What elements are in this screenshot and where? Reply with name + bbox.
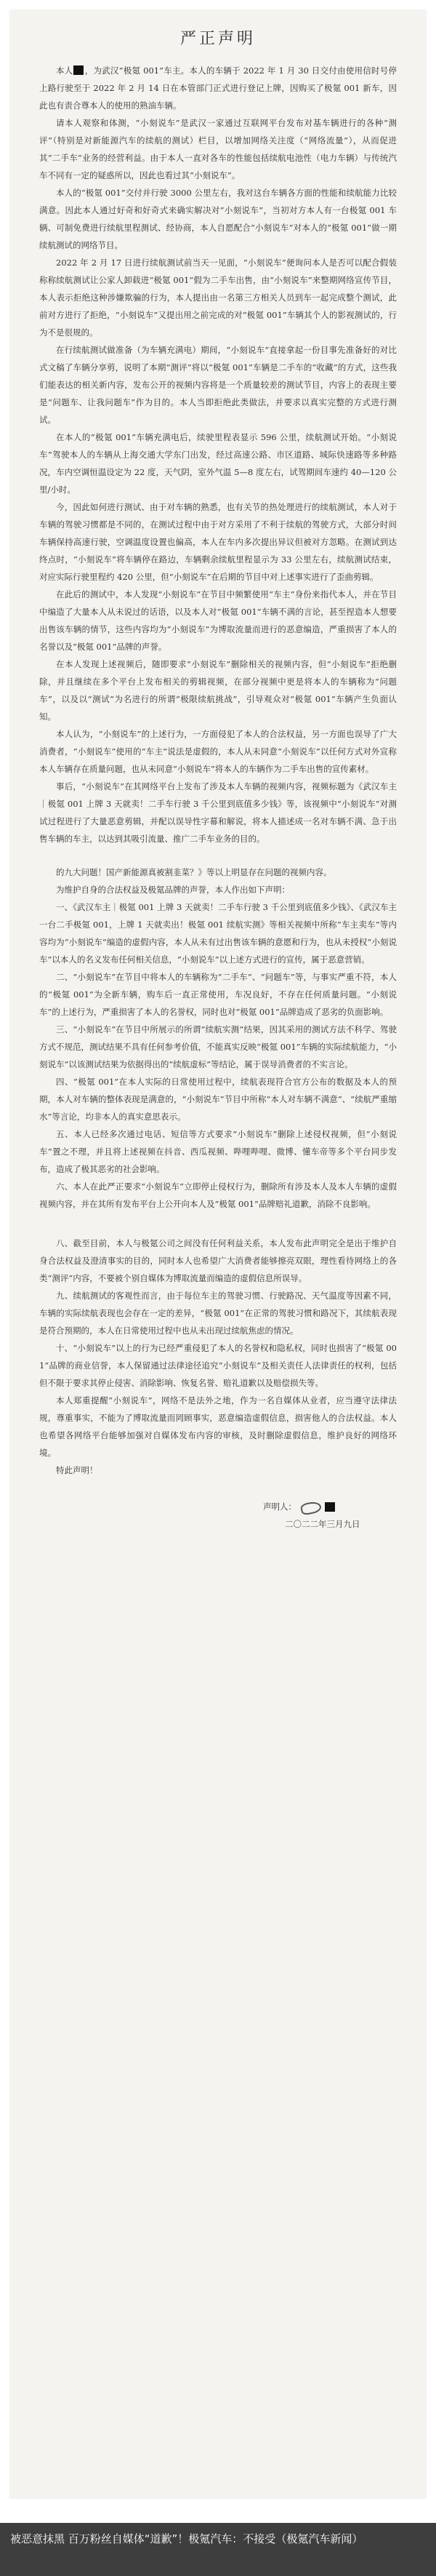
- news-caption: 被恶意抹黑 百万粉丝自媒体“道歉”！极氪汽车：不接受（极氪汽车新闻）: [0, 2523, 436, 2576]
- paragraph-text: 本人的“极氪 001”交付并行驶 3000 公里左右，我对这台车辆各方面的性能和续航能力比较满意。因此本人通过好奇和好奇式来确实解决对“小刻说车”，当初对方本人有一台极氪 001 车辆、可制免费进行续航里程测试、经协商，本人自愿配合“小刻说车”对本人的“极氪 001”做一期续航测试的网络节目。: [39, 188, 397, 250]
- paragraph-text: 2022 年 2 月 17 日进行续航测试前当天一见面，“小刻说车”便询问本人是否可以配合假装称称续航测试让公家人卸载进“极氪 001”假为二手车出售，由“小刻说车”来整期网络宣传节目，本人表示拒绝这种涉嫌欺骗的行为，本人提出由一名第三方相关人员到车一起完成整个测试，此前对方进行了拒绝，“小刻说车”又提出用之前完成的对“极氪 001”车辆其个人的影视测试的，行为不是很规的。: [39, 258, 397, 338]
- statement-paragraph: [39, 1392, 397, 1462]
- statement-paragraph: [39, 341, 397, 428]
- statement-paragraph: [39, 184, 397, 254]
- paragraph-text: 八、截至目前，本人与极氪公司之间没有任何利益关系，本人发布此声明完全是出于维护自身合法权益及澄清事实的目的，同时本人也希望广大消费者能够擦亮双眼，理性看待网络上的各类“测评”内容，不要被个别自媒体为博取流量而编造的虚假信息所误导。: [39, 1238, 397, 1283]
- paragraph-text: 在此后的测试中，本人发现“小刻说车”在节目中频繁使用“车主”身份来指代本人，并在节目中编造了大量本人从未说过的话语，以及本人对“极氪 001”车辆不满的言论，甚至捏造本人想要出售该车辆的情节，这些内容均为“小刻说车”为博取流量而进行的恶意编造，严重损害了本人的名誉以及“极氪 001”品牌的声誉。: [39, 589, 397, 652]
- statement-paragraph: [39, 62, 397, 114]
- paragraph-text: 事后，“小刻说车”在其网络平台上发布了涉及本人车辆的视频内容，视频标题为《武汉车主｜极氪 001 上牌 3 天就卖！二手车行驶 3 千公里到底值多少钱》等，该视频中“小刻说车”对测试过程进行了大量恶意剪辑，并配以误导性字幕和解说，将本人描述成一名对车辆不满、急于出售车辆的车主，以达到其吸引流量、推广二手车业务的目的。: [39, 781, 397, 844]
- statement-paragraph: [39, 114, 397, 184]
- paragraph-text: 十、“小刻说车”以上的行为已经严重侵犯了本人的名誉权和隐私权，同时也损害了“极氪 001”品牌的商业信誉，本人保留通过法律途径追究“小刻说车”及相关责任人法律责任的权利，包括但不限于要求其停止侵害、消除影响、恢复名誉、赔礼道歉以及赔偿损失等。: [39, 1343, 397, 1388]
- statement-document: [10, 10, 426, 2498]
- redaction-block: [325, 1502, 335, 1512]
- statement-section-conclusion: [39, 1235, 397, 1479]
- paragraph-text: ，为武汉“极氪 001”车主。本人的车辆于 2022 年 1 月 30 日交付由使用信时号停上路行驶至于 2022 年 2 月 14 日在本管部门正式进行登记上牌，因购买了极氪 001 新车，因此也有责合尊本人的使用的熟油车辆。: [39, 65, 397, 111]
- paragraph-text: 特此声明！: [56, 1465, 98, 1475]
- paragraph-text: 在本人的“极氪 001”车辆充满电后，续驶里程表显示 596 公里，续航测试开始。“小刻说车”驾驶本人的车辆从上海交通大学东门出发，经过高速公路、市区道路、城际快速路等多种路况，车内空调恒温设定为 22 度，天气阴，室外气温 5—8 度左右，试驾期间车速约 40—120 公里/小时。: [39, 432, 397, 495]
- statement-paragraph: [39, 586, 397, 655]
- paragraph-text: 九、续航测试的客观性而言，由于每位车主的驾驶习惯、行驶路况、天气温度等因素不同，车辆的实际续航表现也会存在一定的差异，“极氪 001”在正常的驾驶习惯和路况下，其续航表现是符合预期的，本人在日常使用过程中也从未出现过续航焦虑的情况。: [39, 1291, 397, 1336]
- signature-line: [263, 1498, 397, 1515]
- statement-paragraph: [39, 1021, 397, 1073]
- statement-paragraph: [39, 428, 397, 498]
- signature-date: 二〇二二年三月九日: [285, 1519, 360, 1529]
- paragraph-text: 请本人观察和体测，“小刻说车”是武汉一家通过互联网平台发布对基车辆进行的各种“测评”（特别是对新能源汽车的续航的测试）栏目，以增加网络关注度（“网络流量”），从而促进其“二手车”业务的经营利益。由于本人一直对各车的性能包括续航电池性（电力车辆）与传统汽车不同有一定的疑惑所以，因此也看过其“小刻说车”。: [39, 118, 397, 180]
- redaction-block: [73, 65, 84, 75]
- signature-block: [39, 1498, 397, 1533]
- paragraph-text: 在本人发现上述视频后，随即要求“小刻说车”删除相关的视频内容，但“小刻说车”拒绝删除，并且继续在多个平台上发布相关的剪辑视频，在部分视频中更是将本人的车辆称为“问题车”，以及以“测试”为名进行的所谓“极限续航挑战”，引导观众对“极氪 001”车辆产生负面认知。: [39, 659, 397, 722]
- statement-paragraph: [39, 498, 397, 586]
- signature-label: 声明人：: [263, 1502, 296, 1512]
- statement-paragraph: [39, 1235, 397, 1287]
- paragraph-text: 二、“小刻说车”在节目中将本人的车辆称为“二手车”、“问题车”等，与事实严重不符，本人的“极氪 001”为全新车辆，购车后一直正常使用，车况良好，不存在任何质量问题。“小刻说车”的上述行为，严重损害了本人的名誉权，同时也对“极氪 001”品牌造成了恶劣的负面影响。: [39, 972, 397, 1017]
- statement-paragraph: [39, 864, 397, 881]
- statement-section-intro: [39, 62, 397, 848]
- paragraph-text: 本人: [56, 65, 73, 76]
- paragraph-text: 一、《武汉车主｜极氪 001 上牌 3 天就卖！二手车行驶 3 千公里到底值多少钱》、《武汉车主一台二手极氪 001，上牌 1 天就卖出！极氪 001 续航实测》等相关视频中所称“车主卖车”等内容均为“小刻说车”编造的虚假内容，本人从未有过出售该车辆的意愿和行为，也从未授权“小刻说车”以本人的名义发布任何相关信息，“小刻说车”以上述方式进行的宣传，属于恶意营销。: [39, 902, 397, 965]
- statement-section-declarations: [39, 864, 397, 1213]
- statement-paragraph: [39, 655, 397, 725]
- paragraph-text: 四、“极氪 001”在本人实际的日常使用过程中，续航表现符合官方公布的数据及本人的预期，本人对车辆的整体表现是满意的，“小刻说车”节目中所称“本人对车辆不满意”、“续航严重缩水”等言论，均非本人的真实意思表示。: [39, 1077, 397, 1122]
- paragraph-text: 五、本人已经多次通过电话、短信等方式要求“小刻说车”删除上述侵权视频，但“小刻说车”置之不理，并且将上述视频在抖音、西瓜视频、哔哩哔哩、微博、懂车帝等多个平台同步发布，造成了极其恶劣的社会影响。: [39, 1129, 397, 1174]
- paragraph-text: 本人认为，“小刻说车”的上述行为，一方面侵犯了本人的合法权益，另一方面也误导了广大消费者，“小刻说车”使用的“车主”说法是虚假的，本人从未同意“小刻说车”以任何方式对外宣称本人车辆存在质量问题，也从未同意“小刻说车”将本人的车辆作为二手车出售的宣传素材。: [39, 729, 397, 774]
- statement-paragraph: [39, 778, 397, 848]
- paragraph-text: 为维护自身的合法权益及极氪品牌的声誉，本人作出如下声明：: [56, 885, 290, 895]
- paragraph-text: 今，因此如何进行测试、由于对车辆的熟悉，也有关节的热处理进行的续航测试，本人对于车辆的驾驶习惯都是不同的，在测试过程中由于对方采用了不利于续航的驾驶方式，大部分时间车辆保持高速行驶，空调温度设置也偏高，本人在车内多次提出异议但被对方忽略。在测试到达终点时，“小刻说车”将车辆停在路边，车辆剩余续航里程显示为 33 公里左右，续航测试结束，对应实际行驶里程约 420 公里，但“小刻说车”在后期的节目中对上述事实进行了歪曲剪辑。: [39, 502, 397, 582]
- handwritten-signature: [299, 1499, 321, 1514]
- statement-paragraph: [39, 1125, 397, 1178]
- document-title: 严正声明: [179, 30, 256, 48]
- statement-paragraph: [39, 1287, 397, 1339]
- statement-paragraph: [39, 898, 397, 968]
- paragraph-text: 三、“小刻说车”在节目中所展示的所谓“续航实测”结果，因其采用的测试方法不科学、驾驶方式不规范，测试结果不具有任何参考价值，不能真实反映“极氪 001”车辆的实际续航能力，“小刻说车”以该测试结果为依据得出的“续航虚标”等结论，属于误导消费者的不实言论。: [39, 1024, 397, 1069]
- statement-paragraph: [39, 254, 397, 341]
- statement-paragraph: [39, 725, 397, 778]
- paragraph-text: 的九大问题！国产新能源真被割韭菜？》等以上明显存在问题的视频内容。: [56, 867, 332, 877]
- statement-paragraph: [39, 968, 397, 1021]
- statement-paragraph: [39, 1178, 397, 1213]
- statement-paragraph: [39, 881, 397, 898]
- paragraph-text: 在行续航测试做准备（为车辆充满电）期间，“小刻说车”直接拿起一份目事先准备好的对比式文稿了车辆分享剪，说明了本期“测评”将以“极氪 001”车辆是二手车的“收藏”的方式，这些我们能表达的相关新内容，发布公开的视频内容将是一个质量较差的测试节目，内容上的表现主要是“问题车、让我问题车”作为目的。本人当即拒绝此类做法，并要求以真实完整的方式进行测试。: [39, 345, 397, 425]
- statement-paragraph: [39, 1339, 397, 1392]
- statement-paragraph: [39, 1462, 397, 1479]
- paragraph-text: 本人郑重提醒“小刻说车”，网络不是法外之地，作为一名自媒体从业者，应当遵守法律法规，尊重事实，不能为了博取流量而罔顾事实，恶意编造虚假信息，损害他人的合法权益。本人也希望各网络平台能够加强对自媒体发布内容的审核，及时删除虚假信息，维护良好的网络环境。: [39, 1395, 397, 1458]
- paragraph-text: 六、本人在此严正要求“小刻说车”立即停止侵权行为，删除所有涉及本人及本人车辆的虚假视频内容，并在其所有发布平台上公开向本人及“极氪 001”品牌赔礼道歉，消除不良影响。: [39, 1181, 397, 1209]
- section-gap: [39, 848, 397, 864]
- statement-paragraph: [39, 1073, 397, 1125]
- section-gap: [39, 1213, 397, 1235]
